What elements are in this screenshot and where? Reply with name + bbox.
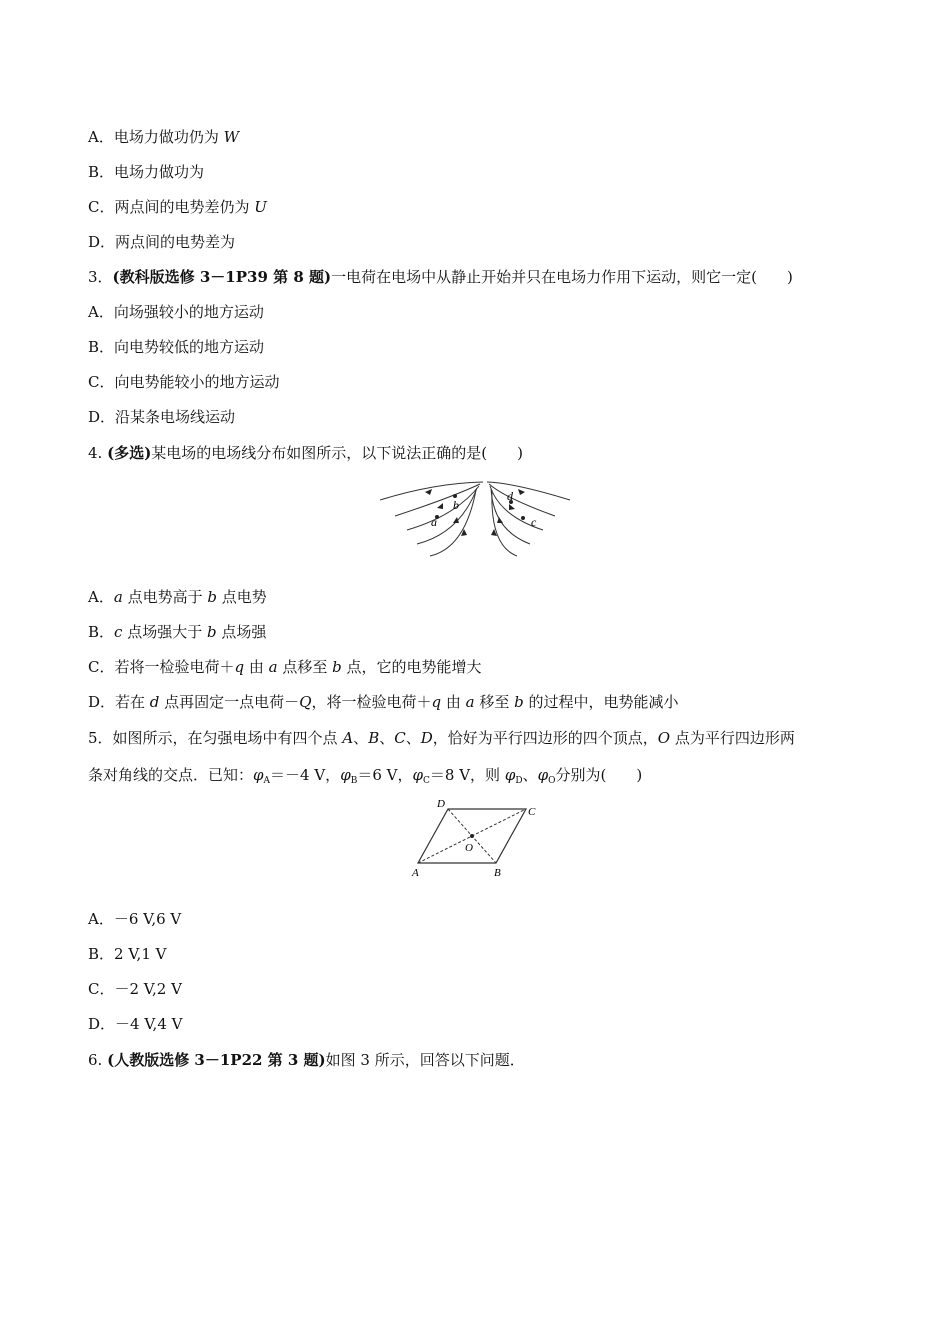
q4-option-b: B．c 点场强大于 b 点场强 — [88, 623, 267, 641]
point-d-label: d — [507, 489, 513, 503]
vertex-d-label: D — [437, 798, 445, 810]
q3-option-a: A．向场强较小的地方运动 — [88, 303, 264, 321]
electric-field-lines-figure — [375, 478, 575, 560]
q3-option-c: C．向电势能较小的地方运动 — [88, 373, 280, 391]
point-a-label: a — [431, 515, 437, 529]
q5-stem-line1: 5．如图所示，在匀强电场中有四个点 A、B、C、D，恰好为平行四边形的四个顶点，O 点为平行四边形两 — [88, 729, 795, 747]
q4-option-d: D．若在 d 点再固定一点电荷－Q，将一检验电荷＋q 由 a 移至 b 的过程中，电势能减小 — [88, 693, 679, 711]
q4-option-a: A．a 点电势高于 b 点电势 — [88, 588, 267, 606]
point-c-label: c — [531, 515, 537, 529]
q2-option-b: B．电场力做功为 — [88, 163, 205, 181]
point-b-label: b — [453, 498, 459, 512]
q2-option-d: D．两点间的电势差为 — [88, 233, 236, 251]
q5-option-d: D．－4 V,4 V — [88, 1015, 183, 1033]
vertex-b-label: B — [494, 867, 501, 879]
q3-option-d: D．沿某条电场线运动 — [88, 408, 236, 426]
vertex-a-label: A — [412, 867, 419, 879]
q6-stem: 6. (人教版选修 3－1P22 第 3 题)如图 3 所示，回答以下问题． — [88, 1051, 525, 1069]
q2-option-c: C．两点间的电势差仍为 U — [88, 198, 267, 216]
parallelogram-figure — [408, 796, 548, 882]
center-o-label: O — [465, 842, 473, 854]
q5-option-b: B．2 V,1 V — [88, 945, 167, 963]
vertex-c-label: C — [528, 806, 536, 818]
q5-option-a: A．－6 V,6 V — [88, 910, 182, 928]
q2-option-a: A．电场力做功仍为 W — [88, 128, 240, 146]
q5-option-c: C．－2 V,2 V — [88, 980, 182, 998]
q3-stem: 3．(教科版选修 3－1P39 第 8 题)一电荷在电场中从静止开始并只在电场力作用下运动，则它一定( ) — [88, 268, 793, 286]
q4-option-c: C．若将一检验电荷＋q 由 a 点移至 b 点，它的电势能增大 — [88, 658, 482, 676]
q5-stem-line2: 条对角线的交点．已知：$\varphi_A=-4$ V，$\varphi_B=6$ V，$\varphi_C=8$ V，则 $\varphi_D$、$\varphi_O$分别为( ) — [88, 766, 643, 786]
q4-stem: 4. (多选)某电场的电场线分布如图所示，以下说法正确的是( ) — [88, 444, 524, 462]
q3-option-b: B．向电势较低的地方运动 — [88, 338, 265, 356]
